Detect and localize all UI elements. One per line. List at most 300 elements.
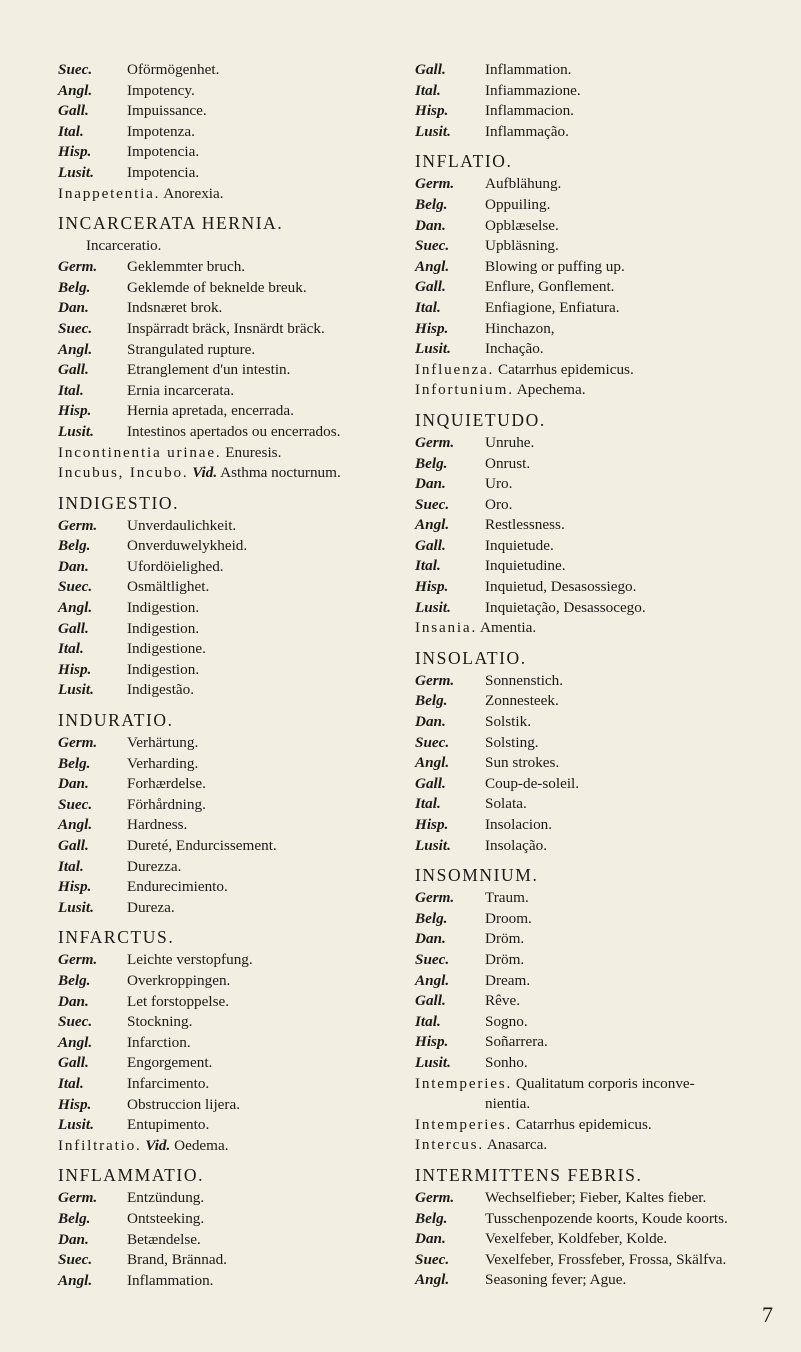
entry-row <box>415 1250 795 1271</box>
translation: Ontsteeking. <box>127 1209 205 1227</box>
entry-row <box>58 557 380 578</box>
language-label: Ital. <box>415 557 441 575</box>
entry-intermittens-febris <box>415 1163 795 1291</box>
xref-vid: Vid. <box>192 464 218 482</box>
translation: Verharding. <box>127 754 199 772</box>
language-label: Gall. <box>415 61 446 78</box>
translation: Sogno. <box>485 1012 528 1030</box>
entry-heading: INFLAMMATIO. <box>58 1165 205 1186</box>
translation: Wechselfieber; Fieber, Kaltes fieber. <box>485 1188 707 1206</box>
entry-insomnium <box>415 863 795 1156</box>
entry-row <box>58 1209 380 1230</box>
right-column <box>415 60 795 1291</box>
language-label: Gall. <box>58 102 89 120</box>
translation: Verhärtung. <box>127 734 199 752</box>
entry-row <box>58 1115 380 1136</box>
entry-row <box>415 733 795 754</box>
language-label: Belg. <box>58 971 91 989</box>
xref-target: Oedema. <box>174 1136 229 1154</box>
language-label: Ital. <box>415 1012 441 1030</box>
entry-row <box>58 1188 380 1209</box>
cross-reference <box>58 184 380 205</box>
language-label: Hisp. <box>58 1095 92 1113</box>
xref-target: Catarrhus epidemicus. <box>515 1115 652 1133</box>
translation: Impotencia. <box>127 143 200 161</box>
translation: Tusschenpozende koorts, Koude koorts. <box>485 1209 728 1227</box>
entry-inflammatio <box>58 1163 380 1291</box>
language-label: Belg. <box>58 754 91 772</box>
xref-term: Influenza. <box>415 360 495 378</box>
translation: Unruhe. <box>485 433 535 451</box>
xref-target: Apechema. <box>516 381 586 399</box>
translation: Solstik. <box>485 713 532 731</box>
language-label: Hisp. <box>415 1033 449 1051</box>
language-label: Suec. <box>58 61 93 78</box>
translation: Rêve. <box>485 992 521 1010</box>
language-label: Germ. <box>58 258 98 276</box>
entry-row <box>58 1012 380 1033</box>
translation: Opblæselse. <box>485 216 559 234</box>
entry-row <box>58 795 380 816</box>
entry-row <box>58 142 380 163</box>
translation: Brand, Brännad. <box>127 1251 227 1269</box>
translation: Durezza. <box>127 857 182 875</box>
entry-row <box>415 319 795 340</box>
entry-row <box>58 536 380 557</box>
entry-row <box>58 81 380 102</box>
entry-row <box>58 1271 380 1292</box>
cross-reference <box>58 1136 380 1157</box>
entry-heading: INTERMITTENS FEBRIS. <box>415 1164 643 1185</box>
entry-row <box>58 1230 380 1251</box>
translation: Restlessness. <box>485 516 565 534</box>
translation: Impotency. <box>127 81 195 99</box>
language-label: Gall. <box>415 536 446 554</box>
language-label: Angl. <box>58 1271 93 1289</box>
translation: Infiammazione. <box>485 81 581 99</box>
language-label: Belg. <box>58 278 91 296</box>
xref-term: Incubus, Incubo. <box>58 464 189 482</box>
entry-row <box>58 971 380 992</box>
entry-row <box>415 60 795 81</box>
language-label: Suec. <box>415 237 450 255</box>
translation: Upbläsning. <box>485 237 559 255</box>
translation: Enfiagione, Enfiatura. <box>485 298 620 316</box>
xref-target: Qualitatum corporis inconve- <box>515 1074 695 1092</box>
xref-term: Intercus. <box>415 1136 484 1154</box>
translation: Infarction. <box>127 1033 191 1051</box>
translation: Uro. <box>485 475 513 493</box>
entry-row <box>415 1053 795 1074</box>
translation: Indigestion. <box>127 599 200 617</box>
entry-row <box>415 671 795 692</box>
translation: Soñarrera. <box>485 1033 548 1051</box>
entry-row <box>58 754 380 775</box>
entry-row <box>58 992 380 1013</box>
entry-row <box>58 639 380 660</box>
language-label: Lusit. <box>415 836 451 854</box>
translation: Betændelse. <box>127 1230 201 1248</box>
translation: Inquietude. <box>485 536 554 554</box>
entry-row <box>58 1095 380 1116</box>
entry-row <box>58 680 380 701</box>
entry-row <box>58 898 380 919</box>
entry-row <box>415 1012 795 1033</box>
entry-row <box>58 836 380 857</box>
entry-row <box>58 278 380 299</box>
entry-row <box>415 195 795 216</box>
entry-heading: INQUIETUDO. <box>415 409 546 430</box>
entry-row <box>415 122 795 143</box>
entry-inflatio <box>415 149 795 401</box>
language-label: Dan. <box>58 299 89 317</box>
translation: Dröm. <box>485 950 525 968</box>
language-label: Gall. <box>415 774 446 792</box>
entry-row <box>415 888 795 909</box>
language-label: Dan. <box>58 557 89 575</box>
entry-row <box>58 381 380 402</box>
language-label: Angl. <box>415 516 450 534</box>
entry-subheading: Incarceratio. <box>86 238 162 255</box>
translation: Forhærdelse. <box>127 775 206 793</box>
translation: Stockning. <box>127 1013 193 1031</box>
language-label: Gall. <box>58 361 89 379</box>
entry-row <box>415 577 795 598</box>
translation: Inflammacion. <box>485 102 574 120</box>
translation: Infarcimento. <box>127 1074 210 1092</box>
entry-row <box>415 298 795 319</box>
translation: Solsting. <box>485 733 539 751</box>
language-label: Germ. <box>415 175 455 193</box>
translation: Indigestion. <box>127 660 200 678</box>
xref-term: Intemperies. <box>415 1115 513 1133</box>
language-label: Dan. <box>415 216 446 234</box>
language-label: Angl. <box>58 599 93 617</box>
entry-row <box>415 515 795 536</box>
translation: Dröm. <box>485 930 525 948</box>
language-label: Germ. <box>415 433 455 451</box>
language-label: Ital. <box>58 640 84 658</box>
entry-row <box>58 733 380 754</box>
language-label: Dan. <box>415 1230 446 1248</box>
language-label: Suec. <box>58 1251 93 1269</box>
xref-term: Intemperies. <box>415 1074 513 1092</box>
entry-row <box>415 81 795 102</box>
language-label: Dan. <box>415 475 446 493</box>
language-label: Dan. <box>415 930 446 948</box>
translation: Unverdaulichkeit. <box>127 516 237 534</box>
page-number: 7 <box>762 1302 773 1327</box>
entry-row <box>415 257 795 278</box>
entry-row <box>58 857 380 878</box>
translation: Hernia apretada, encerrada. <box>127 402 294 420</box>
translation: Let forstoppelse. <box>127 992 230 1010</box>
entry-row <box>58 122 380 143</box>
language-label: Belg. <box>415 454 448 472</box>
entry-row <box>415 929 795 950</box>
translation: Leichte verstopfung. <box>127 951 253 969</box>
language-label: Lusit. <box>415 598 451 616</box>
entry-row <box>58 1074 380 1095</box>
xref-vid: Vid. <box>145 1136 171 1154</box>
translation: Onrust. <box>485 454 531 472</box>
entry-row <box>415 971 795 992</box>
language-label: Ital. <box>58 857 84 875</box>
translation: Seasoning fever; Ague. <box>485 1271 627 1289</box>
language-label: Belg. <box>415 195 448 213</box>
xref-term: Incontinentia urinae. <box>58 443 222 461</box>
translation: Inspärradt bräck, Insnärdt bräck. <box>127 319 325 337</box>
entry-row <box>58 422 380 443</box>
translation: Inflammação. <box>485 122 569 140</box>
xref-target: Anasarca. <box>486 1136 548 1154</box>
language-label: Belg. <box>58 537 91 555</box>
language-label: Germ. <box>58 1189 98 1207</box>
cross-reference <box>415 618 795 639</box>
entry-row <box>415 1270 795 1291</box>
language-label: Ital. <box>415 795 441 813</box>
left-column <box>58 60 380 1291</box>
entry-row <box>415 909 795 930</box>
translation: Indsnæret brok. <box>127 299 223 317</box>
entry-row <box>58 298 380 319</box>
cross-reference <box>58 443 380 464</box>
entry-heading: INCARCERATA HERNIA. <box>58 213 284 234</box>
language-label: Germ. <box>58 951 98 969</box>
language-label: Dan. <box>58 992 89 1010</box>
translation: Inflammation. <box>485 61 572 78</box>
language-label: Hisp. <box>58 660 92 678</box>
language-label: Ital. <box>58 381 84 399</box>
translation: Dureté, Endurcissement. <box>127 837 277 854</box>
entry-row <box>58 619 380 640</box>
entry-incarcerata-hernia <box>58 211 380 484</box>
entry-induratio <box>58 708 380 918</box>
entry-heading: INSOLATIO. <box>415 647 527 668</box>
xref-term: Inappetentia. <box>58 184 161 202</box>
entry-insolatio <box>415 646 795 856</box>
cross-reference <box>415 360 795 381</box>
cross-reference <box>415 380 795 401</box>
language-label: Suec. <box>58 1013 93 1031</box>
entry-inflammatio-continued <box>415 60 795 142</box>
translation: Ufordöielighed. <box>127 557 224 575</box>
entry-row <box>415 712 795 733</box>
entry-heading: INFARCTUS. <box>58 927 175 948</box>
entry-row <box>415 1188 795 1209</box>
language-label: Lusit. <box>58 681 94 699</box>
language-label: Ital. <box>415 81 441 99</box>
language-label: Angl. <box>58 1033 93 1051</box>
language-label: Gall. <box>415 278 446 296</box>
language-label: Angl. <box>415 971 450 989</box>
entry-row <box>58 1250 380 1271</box>
language-label: Angl. <box>415 257 450 275</box>
entry-heading: INDIGESTIO. <box>58 492 180 513</box>
translation: Sun strokes. <box>485 754 560 772</box>
language-label: Dan. <box>58 1230 89 1248</box>
language-label: Belg. <box>58 1209 91 1227</box>
entry-impotentia-continued <box>58 60 380 204</box>
translation: Inflammation. <box>127 1271 214 1289</box>
entry-row <box>58 815 380 836</box>
language-label: Lusit. <box>415 122 451 140</box>
language-label: Gall. <box>58 1054 89 1072</box>
entry-row <box>415 536 795 557</box>
translation: Droom. <box>485 909 532 927</box>
translation: Impotencia. <box>127 163 200 181</box>
translation: Onverduwelykheid. <box>127 537 248 555</box>
entry-row <box>58 401 380 422</box>
translation: Inquietudine. <box>485 557 566 575</box>
translation: Enflure, Gonflement. <box>485 278 615 296</box>
language-label: Suec. <box>415 733 450 751</box>
entry-indigestio <box>58 491 380 701</box>
entry-row <box>415 836 795 857</box>
entry-heading: INFLATIO. <box>415 151 513 172</box>
entry-row <box>58 516 380 537</box>
entry-row <box>415 277 795 298</box>
cross-reference <box>415 1135 795 1156</box>
entry-infarctus <box>58 925 380 1156</box>
language-label: Dan. <box>58 775 89 793</box>
entry-row <box>415 794 795 815</box>
cross-reference-continuation <box>415 1094 795 1115</box>
translation: Indigestão. <box>127 681 195 699</box>
entry-row <box>58 660 380 681</box>
entry-row <box>415 474 795 495</box>
language-label: Lusit. <box>58 898 94 916</box>
entry-row <box>415 753 795 774</box>
entry-row <box>415 1209 795 1230</box>
translation: Vexelfeber, Frossfeber, Frossa, Skälfva. <box>485 1250 727 1268</box>
language-label: Hisp. <box>415 578 449 596</box>
entry-row <box>58 257 380 278</box>
xref-target: Enuresis. <box>225 443 282 461</box>
language-label: Belg. <box>415 1209 448 1227</box>
language-label: Angl. <box>58 816 93 834</box>
language-label: Ital. <box>58 122 84 140</box>
language-label: Belg. <box>415 692 448 710</box>
language-label: Angl. <box>415 754 450 772</box>
xref-target: Catarrhus epidemicus. <box>497 360 634 378</box>
translation: Sonnenstich. <box>485 671 564 689</box>
entry-row <box>58 774 380 795</box>
language-label: Ital. <box>58 1074 84 1092</box>
entry-row <box>415 691 795 712</box>
translation: Obstruccion lijera. <box>127 1095 241 1113</box>
entry-row <box>415 991 795 1012</box>
xref-term: Infiltratio. <box>58 1136 142 1154</box>
entry-row <box>58 360 380 381</box>
language-label: Germ. <box>58 516 98 534</box>
language-label: Suec. <box>58 795 93 813</box>
translation: Insolação. <box>485 836 547 854</box>
translation: Etranglement d'un intestin. <box>127 361 291 379</box>
entry-row <box>415 216 795 237</box>
language-label: Suec. <box>58 578 93 596</box>
entry-row <box>58 60 380 81</box>
translation: Geklemde of beknelde breuk. <box>127 278 307 296</box>
xref-term: Insania. <box>415 619 478 637</box>
entry-row <box>415 950 795 971</box>
translation: Inquietud, Desasossiego. <box>485 578 637 596</box>
translation: Aufblähung. <box>485 175 562 193</box>
entry-row <box>415 339 795 360</box>
language-label: Hisp. <box>58 878 92 896</box>
entry-inquietudo <box>415 408 795 639</box>
entry-row <box>415 1229 795 1250</box>
translation: Impotenza. <box>127 122 195 140</box>
language-label: Suec. <box>415 950 450 968</box>
translation: Inquietação, Desassocego. <box>485 598 646 616</box>
entry-row <box>58 877 380 898</box>
translation: Endurecimiento. <box>127 878 228 896</box>
language-label: Belg. <box>415 909 448 927</box>
translation: Coup-de-soleil. <box>485 774 580 792</box>
language-label: Lusit. <box>58 422 94 440</box>
language-label: Dan. <box>415 713 446 731</box>
translation: Impuissance. <box>127 102 207 120</box>
translation: Overkroppingen. <box>127 971 231 989</box>
translation: Indigestion. <box>127 619 200 637</box>
entry-row <box>58 1053 380 1074</box>
entry-row <box>58 577 380 598</box>
entry-heading: INDURATIO. <box>58 710 174 731</box>
language-label: Germ. <box>415 1188 455 1206</box>
translation: Traum. <box>485 889 529 907</box>
entry-row <box>415 101 795 122</box>
language-label: Lusit. <box>415 1053 451 1071</box>
translation: Entzündung. <box>127 1189 205 1207</box>
entry-row <box>415 433 795 454</box>
entry-row <box>58 101 380 122</box>
language-label: Lusit. <box>58 163 94 181</box>
translation: Oro. <box>485 495 513 513</box>
entry-row <box>58 319 380 340</box>
translation: Hinchazon, <box>485 319 555 337</box>
language-label: Suec. <box>58 319 93 337</box>
language-label: Lusit. <box>415 340 451 358</box>
xref-target: Asthma nocturnum. <box>220 464 341 482</box>
cross-reference <box>58 463 380 484</box>
entry-row <box>415 774 795 795</box>
language-label: Ital. <box>415 298 441 316</box>
language-label: Angl. <box>415 1271 450 1289</box>
entry-row <box>415 236 795 257</box>
entry-row <box>415 454 795 475</box>
language-label: Gall. <box>415 992 446 1010</box>
translation: Engorgement. <box>127 1054 213 1072</box>
translation: Intestinos apertados ou encerrados. <box>127 422 341 440</box>
entry-row <box>415 495 795 516</box>
translation: Zonnesteek. <box>485 692 559 710</box>
translation: Insolacion. <box>485 816 553 833</box>
language-label: Gall. <box>58 837 89 854</box>
entry-row <box>58 340 380 361</box>
cross-reference <box>415 1115 795 1136</box>
translation: Strangulated rupture. <box>127 340 256 358</box>
entry-row <box>58 598 380 619</box>
translation: Entupimento. <box>127 1116 210 1134</box>
language-label: Hisp. <box>415 102 449 120</box>
language-label: Suec. <box>415 1250 450 1268</box>
language-label: Suec. <box>415 495 450 513</box>
translation: Ernia incarcerata. <box>127 381 235 399</box>
translation: Blowing or puffing up. <box>485 257 625 275</box>
language-label: Germ. <box>415 889 455 907</box>
entry-row <box>58 950 380 971</box>
